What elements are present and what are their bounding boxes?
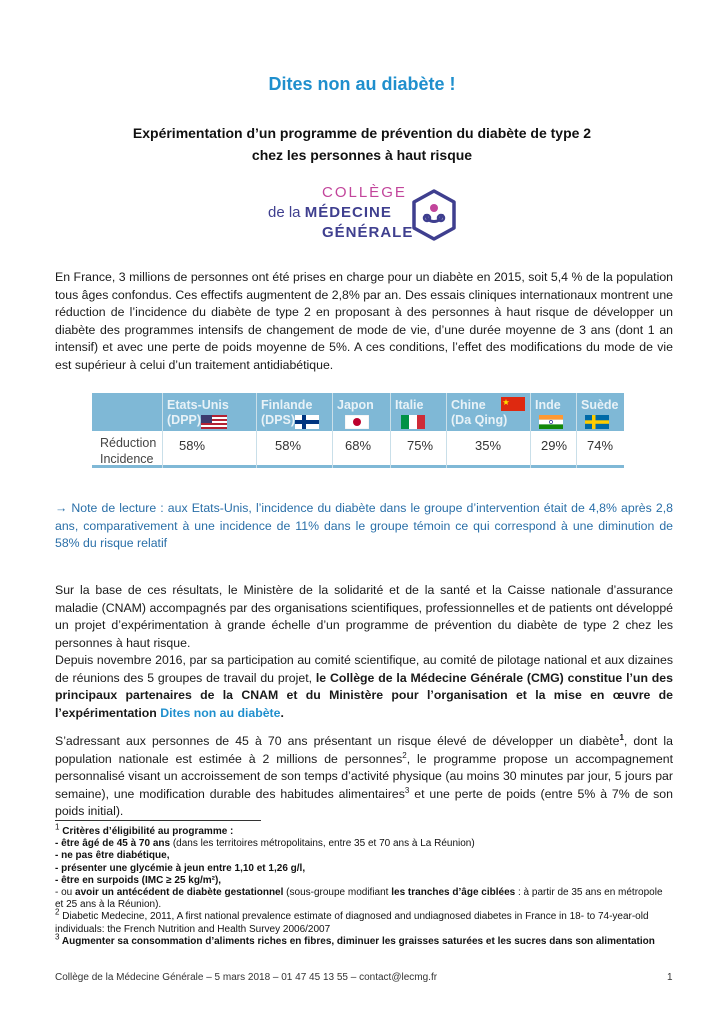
col-value: 35% <box>475 438 502 453</box>
col-value: 74% <box>587 438 614 453</box>
logo-line-1: COLLÈGE <box>322 184 407 201</box>
table-col-japan <box>332 393 389 468</box>
incidence-table <box>92 393 624 473</box>
p3-text: Depuis novembre 2016, par sa participation au comité scientifique, au comité de pilotage national et aux dizaines de réunions des 5 groupes de travail du projet, <box>55 653 673 685</box>
col-value: 68% <box>345 438 372 453</box>
col-value: 29% <box>541 438 568 453</box>
fn3-num: 3 <box>55 932 60 942</box>
china-flag-icon <box>501 397 525 411</box>
row-label-line-2: Incidence <box>100 452 154 466</box>
fn1-l1-text: (dans les territoires métropolitains, entre 35 et 70 ans à La Réunion) <box>170 838 475 850</box>
subtitle-line-1: Expérimentation d’un programme de prévention du diabète de type 2 <box>132 125 592 141</box>
p3-period: . <box>280 705 284 720</box>
document-title: Dites non au diabète ! <box>268 74 456 94</box>
table-col-sweden <box>576 393 625 468</box>
table-row-label <box>100 435 156 467</box>
footnote-1-line-2 <box>55 850 673 862</box>
col-value: 75% <box>407 438 434 453</box>
intro-paragraph: En France, 3 millions de personnes ont été prises en charge pour un diabète en 2015, soit 5,4 % de la population tous âges confondus. Ces effectifs augmentent de 2,8% par an. Des essais cliniques internationaux montrent une réduction de l’incidence du diabète de type 2 en proposant à des personnes à haut risque de développer un diabète des programmes intensifs de changement de mode de vie, d’une durée moyenne de 3 ans (dont 1 an intensif) et avec une perte de poids moyenne de 5%. A ces conditions, l’effet des modifications du mode de vie est supérieur à celui d’un traitement antidiabétique. <box>55 270 673 372</box>
col-header <box>395 398 424 413</box>
col-sub: (DPP) <box>167 413 202 427</box>
fn1-l3-bold: - présenter une glycémie à jeun entre 1,10 et 1,26 g/l, <box>55 862 306 874</box>
fn1-l1-bold: - être âgé de 45 à 70 ans <box>55 838 171 850</box>
footnotes <box>55 822 673 948</box>
paragraph-program <box>55 733 673 821</box>
col-name: Chine <box>451 398 486 412</box>
cmg-logo <box>262 184 462 250</box>
india-flag-icon <box>539 415 563 429</box>
footnote-ref-1[interactable]: 1 <box>619 732 624 742</box>
p4-text-b: , dont la population nationale est estimée à 2 millions de personnes <box>55 734 673 766</box>
table-col-usa <box>162 393 229 468</box>
fn1-l5-d: les tranches d’âge ciblées <box>391 887 516 899</box>
fn1-l2-bold: - ne pas être diabétique, <box>55 850 170 862</box>
footnote-1-line-3 <box>55 863 673 875</box>
col-header <box>535 398 561 413</box>
col-name: Suède <box>581 398 619 412</box>
page-number: 1 <box>667 972 673 983</box>
fn1-l5-c: (sous-groupe modifiant <box>283 887 392 899</box>
fn1-title: Critères d’éligibilité au programme : <box>62 826 234 837</box>
logo-line-2-prefix: de la <box>268 204 305 221</box>
footnote-1-line-4 <box>55 875 673 887</box>
col-header <box>337 398 374 413</box>
logo-line-2-bold: MÉDECINE <box>304 204 392 221</box>
cmg-hexagon-icon <box>410 188 458 242</box>
col-value: 58% <box>275 438 302 453</box>
footnote-3 <box>55 932 673 948</box>
fn3-text: Augmenter sa consommation d’aliments riches en fibres, diminuer les graisses saturées et les sucres dans son alimentation <box>59 935 655 947</box>
subtitle-line-2: chez les personnes à haut risque <box>251 147 473 163</box>
footnote-divider <box>55 820 261 821</box>
col-sub: (DPS) <box>261 413 296 427</box>
logo-line-2 <box>268 204 392 221</box>
sweden-flag-icon <box>585 415 609 429</box>
col-name: Inde <box>535 398 561 412</box>
footnote-2 <box>55 908 673 935</box>
page-footer: Collège de la Médecine Générale – 5 mars 2018 – 01 47 45 13 55 – contact@lecmg.fr <box>55 972 438 983</box>
fn2-num: 2 <box>55 908 60 918</box>
fn1-l5-b: avoir un antécédent de diabète gestationnel <box>75 887 284 899</box>
japan-flag-icon <box>345 415 369 429</box>
p4-text-c: , le programme propose un accompagnement personnalisé visant un accroissement de son temps d’activité physique (au moins 30 minutes par jour, 5 jours par semaine), une modification durable des habitudes alimentaires <box>55 751 673 801</box>
footnote-1-line-5 <box>55 887 673 911</box>
logo-line-3: GÉNÉRALE <box>322 224 414 241</box>
col-name: Finlande <box>261 398 313 412</box>
paragraph-cmg-role <box>55 652 673 722</box>
document-subtitle <box>0 122 724 166</box>
col-name: Italie <box>395 398 424 412</box>
p4-text-a: S’adressant aux personnes de 45 à 70 ans présentant un risque élevé de développer un diabète <box>55 734 620 748</box>
footnote-ref-3[interactable]: 3 <box>404 785 410 795</box>
fn2-text: Diabetic Medecine, 2011, A first national prevalence estimate of diagnosed and undiagnosed diabetes in France in 18- to 74-year-old individuals: the French Nutrition and Health Survey 2006/2007 <box>55 911 649 935</box>
fn1-l4-bold: - être en surpoids (IMC ≥ 25 kg/m²), <box>55 874 222 886</box>
italy-flag-icon <box>401 415 425 429</box>
col-header <box>581 398 619 413</box>
col-value: 58% <box>179 438 206 453</box>
fn1-l5-e: : à partir de 35 ans en métropole et 25 ans à la Réunion). <box>55 887 663 911</box>
table-col-finland <box>256 393 325 468</box>
footnote-1-title <box>55 822 673 838</box>
col-name: Japon <box>337 398 374 412</box>
col-name: Etats-Unis <box>167 398 229 412</box>
table-col-italy <box>390 393 445 468</box>
finland-flag-icon <box>295 415 319 429</box>
us-flag-icon <box>201 415 227 429</box>
fn1-num: 1 <box>55 822 60 832</box>
col-sub: (Da Qing) <box>451 413 508 427</box>
footnote-1-line-1 <box>55 838 673 850</box>
paragraph-context: Sur la base de ces résultats, le Ministère de la solidarité et de la santé et la Caisse nationale d’assurance maladie (CNAM) accompagnés par des organisations scientifiques, professionnelles et de patients ont développé un projet d’expérimentation à grande échelle d’un programme de prévention du diabète de type 2 chez les personnes à haut risque. <box>55 583 673 650</box>
program-name-highlight: Dites non au diabète <box>160 705 281 720</box>
table-col-india <box>530 393 575 468</box>
reading-note: → Note de lecture : aux Etats-Unis, l’incidence du diabète dans le groupe d’intervention était de 4,8% après 2,8 ans, comparativement à une incidence de 11% dans le groupe témoin ce qui correspond à une diminution de 58% du risque relatif <box>55 501 673 551</box>
table-col-china <box>446 393 529 468</box>
col-header <box>451 398 507 428</box>
footnote-ref-2[interactable]: 2 <box>402 750 407 760</box>
row-label-line-1: Réduction <box>100 436 157 450</box>
p4-text-d: et une perte de poids (entre 5% à 7% de son poids initial). <box>55 786 673 819</box>
fn1-l5-a: - ou <box>55 887 76 899</box>
p3-bold-text: le Collège de la Médecine Générale (CMG) constitue l’un des principaux partenaires de la CNAM et du Ministère pour l’organisation et la mise en œuvre de l’expérimentation <box>55 670 673 720</box>
